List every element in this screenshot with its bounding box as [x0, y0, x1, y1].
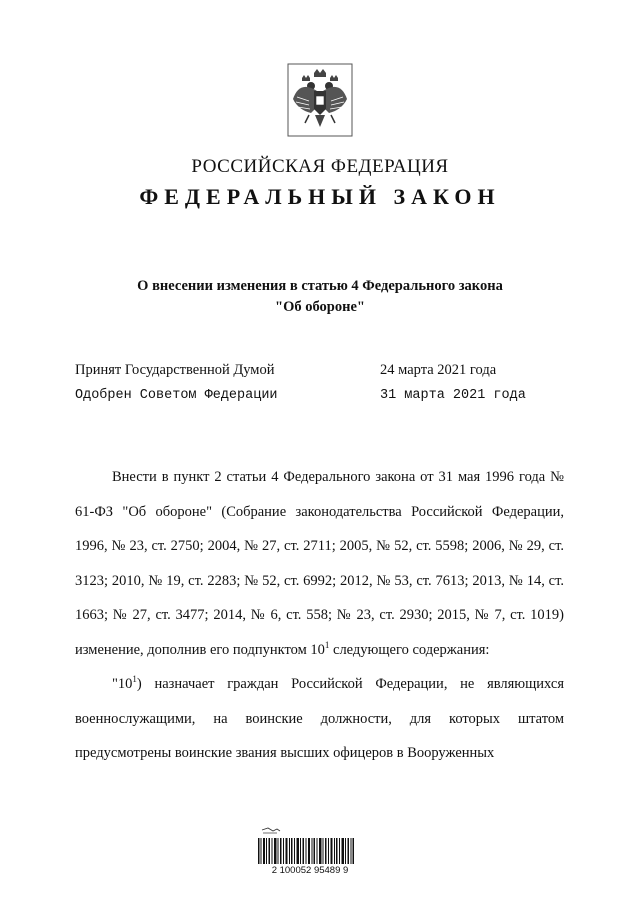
law-body	[75, 460, 564, 771]
body-paragraph-1	[75, 460, 564, 667]
barcode-icon	[256, 826, 356, 886]
barcode-number: 2 100052 95489 9	[271, 865, 349, 876]
body-paragraph-1-end: следующего содержания:	[329, 641, 490, 658]
coat-of-arms-icon	[287, 63, 353, 137]
law-title-line-2: "Об обороне"	[275, 299, 365, 315]
duma-label: Принят Государственной Думой	[75, 362, 275, 378]
country-name: РОССИЙСКАЯ ФЕДЕРАЦИЯ	[191, 156, 449, 177]
body-paragraph-2	[75, 667, 564, 771]
law-title	[60, 276, 580, 318]
body-paragraph-1-text: Внести в пункт 2 статьи 4 Федерального закона от 31 мая 1996 года № 61-ФЗ "Об обороне" (Собрание законодательства Российской Федерации, 1996, № 23, ст. 2750; 2004, № 27, ст. 2711; 2005, № 52, ст. 5598; 2006, № 29, ст. 3123; 2010, № 19, ст. 2283; № 52, ст. 6992; 2012, № 53, ст. 7613; 2013, № 14, ст. 1663; № 27, ст. 3477; 2014, № 6, ст. 558; № 23, ст. 2930; 2015, № 7, ст. 1019) изменение, дополнив его подпунктом 10	[75, 469, 564, 658]
law-title-line-1: О внесении изменения в статью 4 Федерального закона	[137, 278, 503, 294]
duma-date: 24 марта 2021 года	[380, 362, 497, 378]
body-paragraph-2-start: "10	[112, 676, 133, 692]
council-date: 31 марта 2021 года	[380, 388, 526, 403]
law-type-heading: ФЕДЕРАЛЬНЫЙ ЗАКОН	[139, 184, 501, 209]
body-paragraph-2-text: ) назначает граждан Российской Федерации, не являющихся военнослужащими, на воинские должности, для которых штатом предусмотрены воинские звания высших офицеров в Вооруженных	[75, 676, 564, 761]
council-label: Одобрен Советом Федерации	[75, 388, 278, 403]
superscript: 1	[132, 674, 137, 685]
superscript: 1	[324, 639, 330, 650]
